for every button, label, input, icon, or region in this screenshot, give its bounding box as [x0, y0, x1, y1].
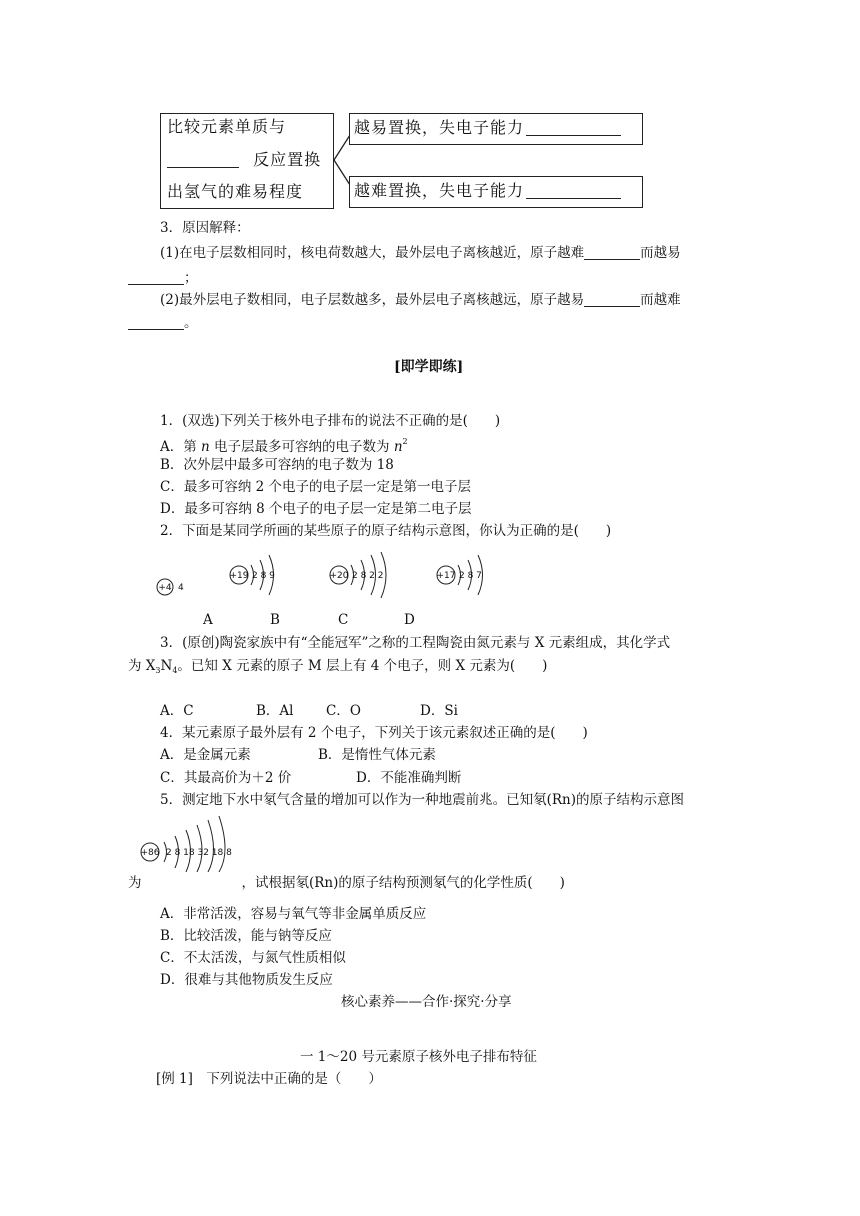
- q1-option-b[interactable]: B．次外层中最多可容纳的电子数为 18: [160, 457, 394, 473]
- blank-p1-2[interactable]: [128, 268, 184, 285]
- q4-option-b[interactable]: B．是惰性气体元素: [318, 747, 436, 763]
- q4-option-c[interactable]: C．其最高价为＋2 价: [160, 770, 292, 786]
- q1-option-c[interactable]: C．最多可容纳 2 个电子的电子层一定是第一电子层: [160, 479, 472, 495]
- svg-text:+20: +20: [329, 571, 349, 581]
- svg-text:4: 4: [178, 583, 184, 593]
- svg-text:+17: +17: [436, 571, 456, 581]
- svg-text:2 8 18 32 18 8: 2 8 18 32 18 8: [166, 848, 232, 858]
- blank-left[interactable]: [167, 151, 239, 168]
- q5-option-b[interactable]: B．比较活泼，能与钠等反应: [160, 928, 332, 944]
- atom-diagram-c: [330, 552, 387, 598]
- svg-text:2 8 9: 2 8 9: [252, 571, 275, 581]
- reason-p1-line1: (1)在电子层数相同时，核电荷数越大，最外层电子离核越近，原子越难 而越易: [160, 245, 681, 261]
- svg-text:+86: +86: [140, 848, 160, 858]
- q3-option-d[interactable]: D．Si: [420, 703, 458, 719]
- q4-option-a[interactable]: A．是金属元素: [160, 747, 251, 763]
- left-line-3: 出氢气的难易程度: [167, 182, 304, 201]
- q2-label-c[interactable]: C: [338, 612, 349, 628]
- q3-option-b[interactable]: B．Al: [256, 703, 294, 719]
- q2-label-b[interactable]: B: [270, 612, 280, 628]
- svg-text:2 8 7: 2 8 7: [459, 571, 482, 581]
- blank-p1-1[interactable]: [584, 243, 640, 260]
- q5-option-a[interactable]: A．非常活泼，容易与氧气等非金属单质反应: [160, 906, 427, 922]
- q1-option-d[interactable]: D．最多可容纳 8 个电子的电子层一定是第二电子层: [160, 501, 472, 517]
- q5-option-d[interactable]: D．很难与其他物质发生反应: [160, 972, 333, 988]
- q4-stem: 4．某元素原子最外层有 2 个电子，下列关于该元素叙述正确的是( ): [160, 725, 588, 741]
- q2-label-a[interactable]: A: [203, 612, 213, 628]
- right-bottom-text: 越难置换，失电子能力: [354, 181, 621, 201]
- rn-atom-diagram: [136, 814, 246, 872]
- q2-atom-diagrams: [150, 548, 520, 606]
- blank-p2-2[interactable]: [128, 313, 184, 330]
- blank-p2-1[interactable]: [584, 290, 640, 307]
- q2-label-d[interactable]: D: [404, 612, 415, 628]
- svg-text:+4: +4: [158, 583, 172, 593]
- q3-option-a[interactable]: A．C: [160, 703, 194, 719]
- reason-p2-line2: 。: [128, 313, 198, 333]
- atom-diagram-b: [230, 555, 276, 595]
- example-1: [例 1] 下列说法中正确的是（ ）: [156, 1071, 382, 1087]
- section-title: 一 1～20 号元素原子核外电子排布特征: [300, 1049, 537, 1065]
- q5-stem: 5．测定地下水中氡气含量的增加可以作为一种地震前兆。已知氡(Rn)的原子结构示意图: [160, 792, 684, 808]
- compare-left-box: [160, 113, 334, 209]
- reason-p1-line2: ；: [128, 268, 198, 288]
- svg-text:2 8 2 2: 2 8 2 2: [352, 571, 384, 581]
- left-line-1: 比较元素单质与: [167, 117, 287, 136]
- q3-stem-line2: 为 $X_3N_4$。已知 X 元素的原子 M 层上有 4 个电子，则 X 元素为( ): [128, 658, 548, 675]
- blank-right-top[interactable]: [526, 119, 621, 136]
- reason-p2-line1: (2)最外层电子数相同，电子层数越多，最外层电子离核越远，原子越易 而越难: [160, 292, 681, 308]
- svg-text:+19: +19: [229, 571, 249, 581]
- practice-heading: [即学即练]: [394, 359, 464, 375]
- atom-diagram-a: [157, 579, 184, 595]
- q4-option-d[interactable]: D．不能准确判断: [356, 770, 462, 786]
- q2-stem: 2．下面是某同学所画的某些原子的原子结构示意图，你认为正确的是( ): [160, 523, 612, 539]
- atom-diagram-d: [437, 555, 483, 595]
- reason-title: 3．原因解释：: [160, 220, 250, 236]
- left-line-2: 反应置换: [167, 150, 321, 170]
- q5-stem-line2: 为 ，试根据氡(Rn)的原子结构预测氡气的化学性质( ): [128, 875, 565, 891]
- q5-option-c[interactable]: C．不太活泼，与氮气性质相似: [160, 950, 346, 966]
- q1-option-a[interactable]: A．第 n 电子层最多可容纳的电子数为 $n^2$: [160, 437, 408, 455]
- compare-bottom-right-box: [349, 176, 643, 208]
- blank-right-bottom[interactable]: [526, 182, 621, 199]
- compare-top-right-box: [349, 113, 643, 145]
- core-title: 核心素养——合作·探究·分享: [341, 994, 512, 1010]
- q3-stem-line1: 3．(原创)陶瓷家族中有“全能冠军”之称的工程陶瓷由氮元素与 X 元素组成，其化学式: [160, 635, 671, 651]
- right-top-text: 越易置换，失电子能力: [354, 118, 621, 138]
- q1-stem: 1．(双选)下列关于核外电子排布的说法不正确的是( ): [160, 413, 501, 429]
- q3-option-c[interactable]: C．O: [326, 703, 361, 719]
